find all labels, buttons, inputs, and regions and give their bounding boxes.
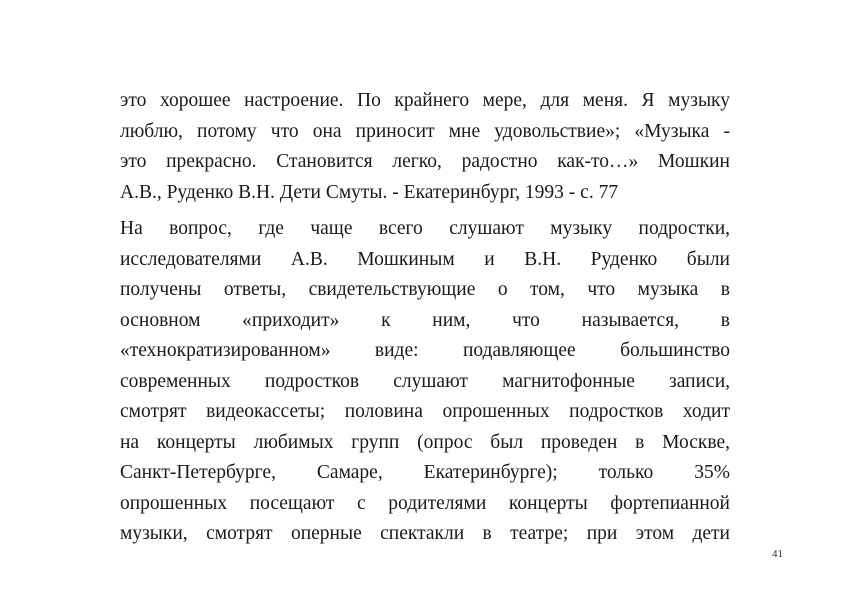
text-line: это хорошее настроение. По крайнего мере, для меня. Я музыку [120, 90, 730, 111]
body-text [120, 86, 730, 550]
page-number: 41 [772, 548, 783, 560]
text-line: это прекрасно. Становится легко, радостно как-то…» Мошкин [120, 151, 730, 172]
text-line: получены ответы, свидетельствующие о том, что музыка в [120, 279, 730, 300]
text-line: основном «приходит» к ним, что называется, в [120, 309, 730, 331]
text-line: Санкт-Петербурге, Самаре, Екатеринбурге); только 35% [120, 462, 730, 483]
text-line: смотрят видеокассеты; половина опрошенных подростков ходит [120, 401, 730, 422]
text-line: На вопрос, где чаще всего слушают музыку подростки, [120, 218, 730, 239]
text-line: А.В., Руденко В.Н. Дети Смуты. - Екатеринбург, 1993 - с. 77 [120, 181, 619, 203]
paragraph-survey [120, 214, 730, 550]
paragraph-quote-citation [120, 86, 730, 208]
text-line: музыки, смотрят оперные спектакли в театре; при этом дети [120, 523, 730, 544]
text-line: люблю, потому что она приносит мне удовольствие»; «Музыка - [120, 120, 730, 142]
text-line: «технократизированном» виде: подавляющее большинство [120, 340, 730, 361]
text-line: опрошенных посещают с родителями концерты фортепианной [120, 492, 730, 514]
text-line: исследователями А.В. Мошкиным и В.Н. Руденко были [120, 248, 730, 270]
text-line: современных подростков слушают магнитофонные записи, [120, 370, 730, 392]
text-line: на концерты любимых групп (опрос был проведен в Москве, [120, 431, 730, 453]
